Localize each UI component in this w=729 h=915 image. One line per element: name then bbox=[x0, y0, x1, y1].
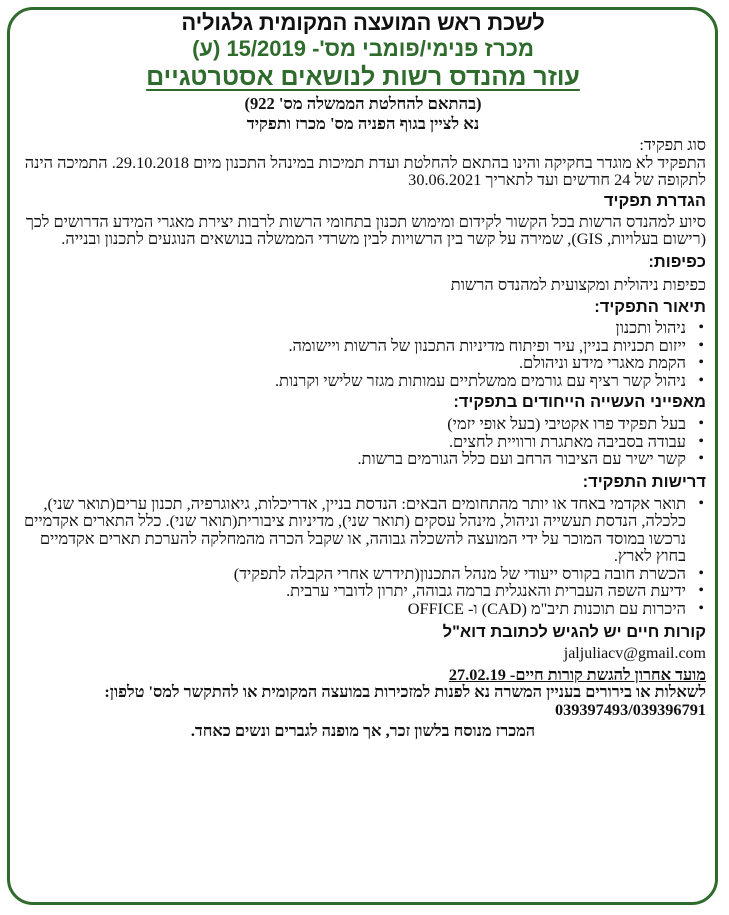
list-item: • קשר ישיר עם הציבור הרחב ועם כלל הגורמים ברשות. bbox=[20, 450, 686, 468]
subordination-title: כפיפות: bbox=[648, 252, 706, 271]
tender-notice bbox=[20, 9, 706, 740]
contact-questions: לשאלות או בירורים בעניין המשרה נא לפנות למזכירות במועצה המקומית או להתקשר למס' טלפון: 039397493/039396791 bbox=[104, 682, 706, 719]
characteristics-list bbox=[20, 415, 706, 468]
role-type-text: התפקיד לא מוגדר בחקיקה והינו בהתאם להחלטת ועדת תמיכות במינהל התכנון מיום 29.10.2018. התמיכה הינה לתקופה של 24 חודשים ועד לתאריך 30.06.2021 bbox=[24, 152, 706, 189]
characteristics-section bbox=[20, 393, 706, 468]
notice-footer bbox=[20, 623, 706, 740]
requirements-title: דרישות התפקיד: bbox=[582, 472, 706, 491]
characteristics-title: מאפייני העשייה הייחודים בתפקיד: bbox=[453, 393, 706, 411]
description-title: תיאור התפקיד: bbox=[594, 298, 706, 316]
description-list bbox=[20, 319, 706, 389]
gender-note: המכרז מנוסח בלשון זכר, אך מופנה לגברים ונשים כאחד. bbox=[190, 721, 536, 740]
role-type-section bbox=[20, 136, 706, 189]
contact-email[interactable]: jaljuliacv@gmail.com bbox=[563, 645, 706, 662]
list-item: • בעל תפקיד פרו אקטיבי (בעל אופי יזמי) bbox=[20, 415, 686, 433]
list-item: • ניהול ותכנון bbox=[20, 319, 686, 337]
office-title: לשכת ראש המועצה המקומית גלגוליה bbox=[181, 10, 545, 35]
subordination-text: כפיפות ניהולית ומקצועית למהנדס הרשות bbox=[450, 274, 706, 294]
notice-header bbox=[20, 9, 706, 133]
role-type-title: סוג תפקיד: bbox=[639, 135, 706, 154]
requirements-section bbox=[20, 473, 706, 618]
tender-number: מכרז פנימי/פומבי מס'- 15/2019 (ע) bbox=[192, 36, 534, 61]
list-item: • הכשרת חובה בקורס ייעודי של מנהל התכנון(תידרש אחרי הקבלה לתפקיד) bbox=[20, 565, 686, 583]
list-item: • ידיעת השפה העברית והאנגלית ברמה גבוהה, יתרון לדוברי ערבית. bbox=[20, 582, 686, 600]
definition-title: הגדרת תפקיד bbox=[603, 191, 706, 210]
definition-text: סיוע למהנדס הרשות בכל הקשור לקידום ומימוש תכנון בתחומי הרשות לרבות יצירת מאגרי המידע הדרושים לכך (רישום בעלויות, GIS), שמירה על קשר בין הרשויות לבין משרדי הממשלה בנושאים הנוגעים לתכנון ובנייה. bbox=[25, 211, 706, 248]
cv-submission-note: קורות חיים יש להגיש לכתובת דוא"ל bbox=[442, 623, 706, 641]
definition-section bbox=[20, 192, 706, 248]
reference-instruction: נא לציין בגוף הפניה מס' מכרז ותפקיד bbox=[246, 114, 480, 133]
government-decision: (בהתאם להחלטת הממשלה מס' 922) bbox=[244, 94, 482, 113]
list-item: • ייזום תכניות בניין, עיר ופיתוח מדיניות התכנון של הרשות ויישומה. bbox=[20, 337, 686, 355]
requirements-list bbox=[20, 495, 706, 618]
list-item: • ניהול קשר רציף עם גורמים ממשלתיים עמותות מגזר שלישי וקרנות. bbox=[20, 372, 686, 390]
position-title: עוזר מהנדס רשות לנושאים אסטרטגיים bbox=[146, 63, 580, 91]
list-item: • הקמת מאגרי מידע וניהולם. bbox=[20, 354, 686, 372]
list-item: • עבודה בסביבה מאתגרת ורוויית לחצים. bbox=[20, 433, 686, 451]
list-item: • תואר אקדמי באחד או יותר מהתחומים הבאים: הנדסת בניין, אדריכלות, גיאוגרפיה, תכנון ערים(תואר שני), כלכלה, הנדסת תעשייה וניהול, מינהל עסקים (תואר שני), מדיניות ציבורית(תואר שני). כלל התארים אקדמיים נרכשו במוסד המוכר על ידי המועצה להשכלה גבוהה, או שקבל הכרה מהמחלקה להערכת תארים אקדמיים בחוץ לארץ. bbox=[20, 495, 686, 565]
submission-deadline: מועד אחרון להגשת קורות חיים- 27.02.19 bbox=[448, 664, 706, 684]
description-section bbox=[20, 298, 706, 389]
subordination-section bbox=[20, 253, 706, 294]
list-item: • היכרות עם תוכנות תיב"מ (CAD) ו- OFFICE bbox=[20, 600, 686, 618]
